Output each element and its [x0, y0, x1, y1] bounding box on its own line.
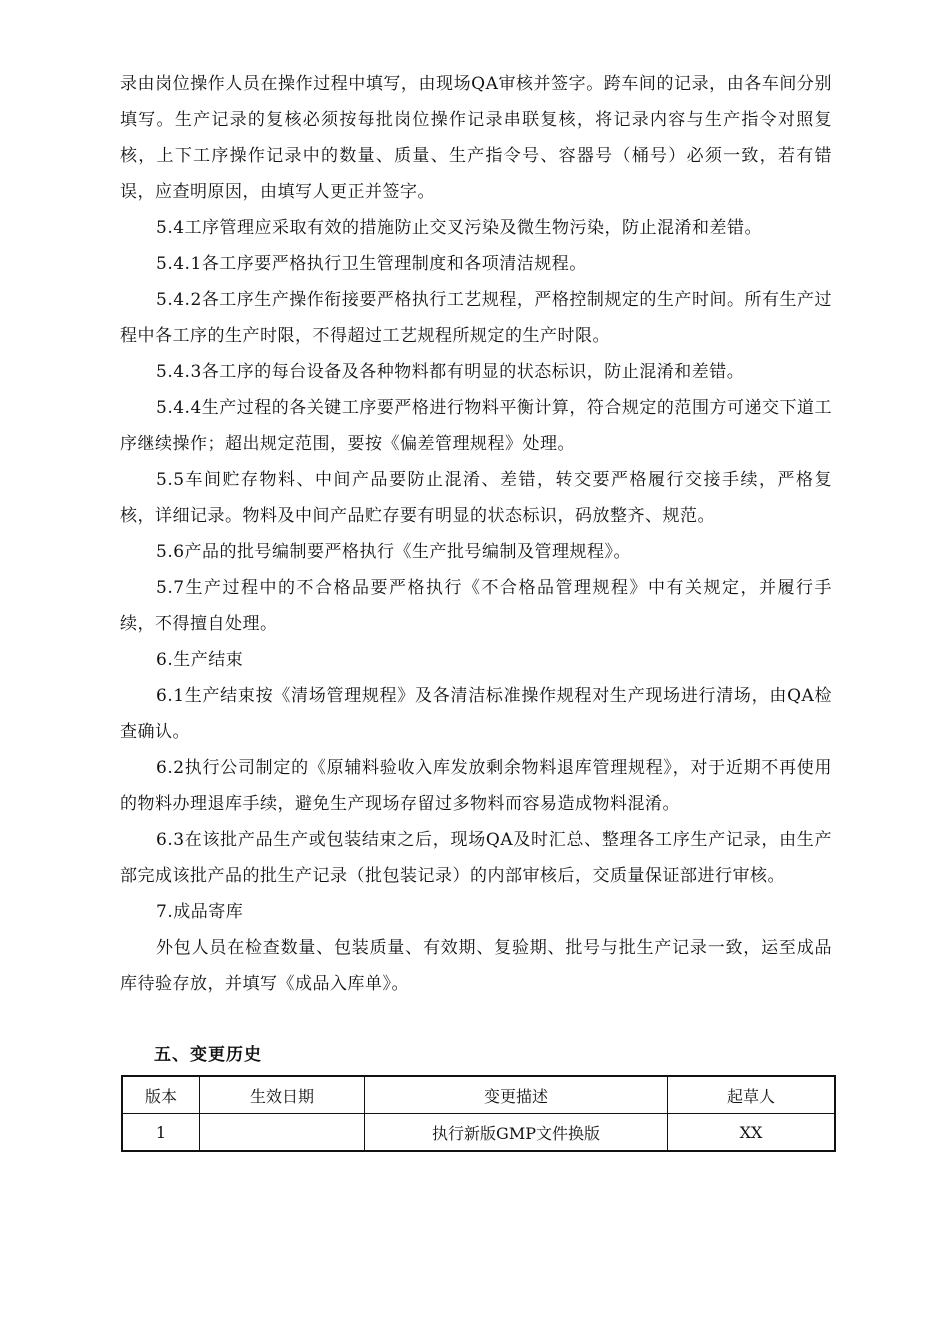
cell-drafter: XX — [668, 1114, 836, 1152]
header-version: 版本 — [122, 1076, 200, 1114]
paragraph: 录由岗位操作人员在操作过程中填写，由现场QA审核并签字。跨车间的记录，由各车间分别填写。生产记录的复核必须按每批岗位操作记录串联复核，将记录内容与生产指令对照复核，上下工序操作记录中的数量、质量、生产指令号、容器号（桶号）必须一致，若有错误，应查明原因，由填写人更正并签字。 — [120, 74, 832, 202]
table-row — [122, 1114, 835, 1152]
subsection-heading: 7.成品寄库 — [156, 902, 244, 922]
cell-change-description: 执行新版GMP文件换版 — [365, 1114, 668, 1152]
header-drafter: 起草人 — [668, 1076, 836, 1114]
change-history-heading: 五、变更历史 — [154, 1045, 262, 1065]
paragraph: 5.4.2各工序生产操作衔接要严格执行工艺规程，严格控制规定的生产时间。所有生产过程中各工序的生产时限，不得超过工艺规程所规定的生产时限。 — [120, 290, 832, 346]
subsection-heading: 6.生产结束 — [156, 650, 244, 670]
table-header-row — [122, 1076, 835, 1114]
paragraph: 5.4工序管理应采取有效的措施防止交叉污染及微生物污染，防止混淆和差错。 — [156, 218, 763, 238]
change-history-table — [121, 1075, 836, 1152]
paragraph: 5.4.1各工序要严格执行卫生管理制度和各项清洁规程。 — [156, 254, 587, 274]
paragraph: 6.3在该批产品生产或包装结束之后，现场QA及时汇总、整理各工序生产记录，由生产部完成该批产品的批生产记录（批包装记录）的内部审核后，交质量保证部进行审核。 — [120, 830, 832, 886]
header-effective-date: 生效日期 — [200, 1076, 365, 1114]
body-text — [120, 66, 832, 1002]
paragraph: 5.6产品的批号编制要严格执行《生产批号编制及管理规程》。 — [156, 542, 632, 562]
paragraph: 6.1生产结束按《清场管理规程》及各清洁标准操作规程对生产现场进行清场，由QA检查确认。 — [120, 686, 832, 742]
paragraph: 5.4.4生产过程的各关键工序要严格进行物料平衡计算，符合规定的范围方可递交下道工序继续操作；超出规定范围，要按《偏差管理规程》处理。 — [120, 398, 832, 454]
cell-effective-date — [200, 1114, 365, 1152]
paragraph: 5.5车间贮存物料、中间产品要防止混淆、差错，转交要严格履行交接手续，严格复核，详细记录。物料及中间产品贮存要有明显的状态标识，码放整齐、规范。 — [120, 470, 832, 526]
paragraph: 6.2执行公司制定的《原辅料验收入库发放剩余物料退库管理规程》，对于近期不再使用的物料办理退库手续，避免生产现场存留过多物料而容易造成物料混淆。 — [120, 758, 832, 814]
paragraph: 5.4.3各工序的每台设备及各种物料都有明显的状态标识，防止混淆和差错。 — [156, 362, 745, 382]
cell-version: 1 — [122, 1114, 200, 1152]
paragraph: 外包人员在检查数量、包装质量、有效期、复验期、批号与批生产记录一致，运至成品库待验存放，并填写《成品入库单》。 — [120, 938, 832, 994]
paragraph: 5.7生产过程中的不合格品要严格执行《不合格品管理规程》中有关规定，并履行手续，不得擅自处理。 — [120, 578, 832, 634]
header-change-description: 变更描述 — [365, 1076, 668, 1114]
